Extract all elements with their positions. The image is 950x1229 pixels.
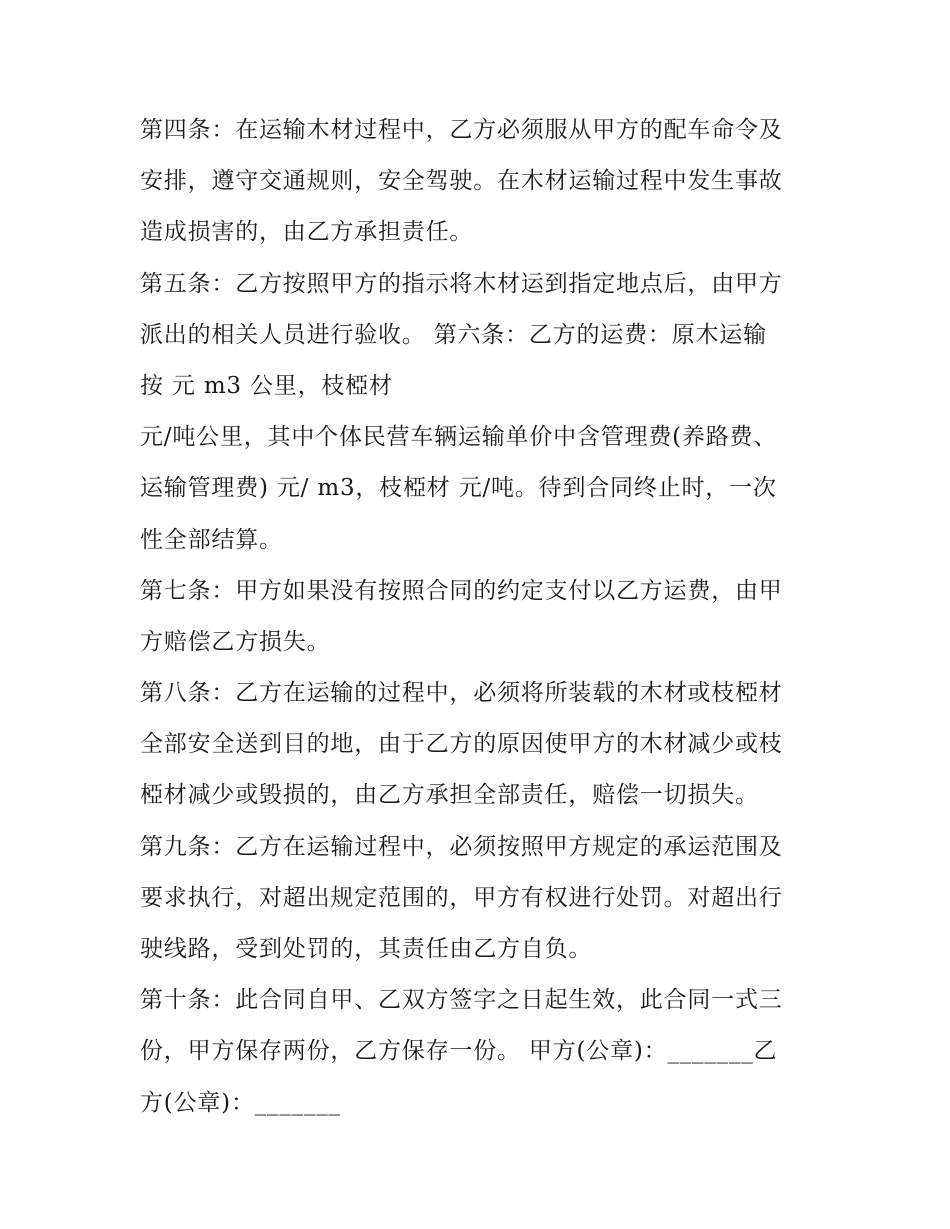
- text-line: 方赔偿乙方损失。: [140, 628, 331, 655]
- text-line: 安排，遵守交通规则，安全驾驶。在木材运输过程中发生事故: [140, 168, 783, 195]
- text-line: 按 元 m3 公里，枝椏材: [140, 372, 393, 399]
- text-line: 元/吨公里，其中个体民营车辆运输单价中含管理费(养路费、: [140, 424, 778, 451]
- text-line: 性全部结算。: [140, 526, 283, 553]
- text-line: 第五条：乙方按照甲方的指示将木材运到指定地点后，由甲方: [140, 270, 783, 297]
- text-line: 驶线路，受到处罚的，其责任由乙方自负。: [140, 936, 593, 962]
- text-line: 第八条：乙方在运输的过程中，必须将所装载的木材或枝椏材: [140, 680, 783, 707]
- text-line: 第七条：甲方如果没有按照合同的约定支付以乙方运费，由甲: [140, 577, 783, 604]
- text-line: 方(公章)：_______: [140, 1089, 341, 1116]
- text-line: 全部安全送到目的地，由于乙方的原因使甲方的木材减少或枝: [140, 731, 783, 758]
- text-line: 第四条：在运输木材过程中，乙方必须服从甲方的配车命令及: [140, 117, 783, 143]
- text-line: 要求执行，对超出规定范围的，甲方有权进行处罚。对超出行: [140, 884, 783, 911]
- contract-body: [140, 108, 830, 1132]
- text-line: 第九条：乙方在运输过程中，必须按照甲方规定的承运范围及: [140, 833, 783, 860]
- text-line: 第十条：此合同自甲、乙双方签字之日起生效，此合同一式三: [140, 987, 783, 1014]
- text-line: 份，甲方保存两份，乙方保存一份。 甲方(公章)：_______乙: [140, 1038, 778, 1065]
- text-line: 派出的相关人员进行验收。 第六条：乙方的运费：原木运输: [140, 321, 767, 348]
- text-line: 运输管理费) 元/ m3，枝椏材 元/吨。待到合同终止时，一次: [140, 475, 777, 502]
- text-line: 椏材减少或毁损的，由乙方承担全部责任，赔偿一切损失。: [140, 782, 759, 809]
- text-line: 造成损害的，由乙方承担责任。: [140, 219, 474, 246]
